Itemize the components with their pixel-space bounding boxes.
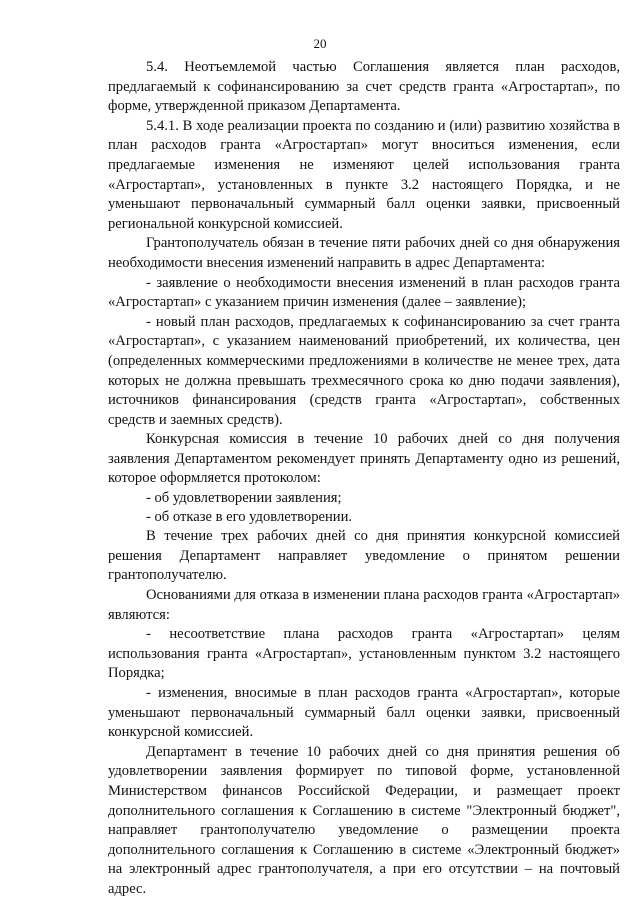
paragraph-5-4-1: 5.4.1. В ходе реализации проекта по созданию и (или) развитию хозяйства в план расходов гранта «Агростартап» могут вноситься изменения, если предлагаемые изменения не изменяют целей использования гранта «Агростартап», установленных в пункте 3.2 настоящего Порядка, и не уменьшают первоначальный суммарный балл оценки заявки, присвоенный региональной конкурсной комиссией. bbox=[108, 117, 620, 232]
page-number: 20 bbox=[313, 36, 327, 51]
paragraph-additional-agreement: Департамент в течение 10 рабочих дней со дня принятия решения об удовлетворении заявления формирует по типовой форме, установленной Министерством финансов Российской Федерации, и размещает проект дополнительного соглашения к Соглашению в системе "Электронный бюджет", направляет грантополучателю уведомление о размещении проекта дополнительного соглашения к Соглашению в системе «Электронный бюджет» на электронный адрес грантополучателя, а при его отсутствии – на почтовый адрес. bbox=[108, 743, 620, 897]
list-item-mismatch-goals: - несоответствие плана расходов гранта «Агростартап» целям использования гранта «Агростартап», установленным пунктом 3.2 настоящего Порядка; bbox=[108, 626, 620, 682]
list-item-approval: - об удовлетворении заявления; bbox=[146, 490, 342, 507]
paragraph-grant-recipient-obligation: Грантополучатель обязан в течение пяти рабочих дней со дня обнаружения необходимости внесения изменений направить в адрес Департамента: bbox=[108, 235, 620, 271]
list-item-refusal: - об отказе в его удовлетворении. bbox=[146, 509, 353, 526]
list-item-score-reduction: - изменения, вносимые в план расходов гранта «Агростартап», которые уменьшают первоначальный суммарный балл оценки заявки, присвоенный конкурсной комиссией. bbox=[108, 685, 620, 741]
paragraph-department-notification: В течение трех рабочих дней со дня принятия конкурсной комиссией решения Департамент направляет уведомление о принятом решении грантополучателю. bbox=[108, 528, 620, 584]
document-body bbox=[108, 58, 620, 900]
paragraph-commission-review: Конкурсная комиссия в течение 10 рабочих дней со дня получения заявления Департаментом рекомендует принять Департаменту одно из решений, которое оформляется протоколом: bbox=[108, 431, 620, 487]
paragraph-5-4: 5.4. Неотъемлемой частью Соглашения является план расходов, предлагаемый к софинансированию за счет средств гранта «Агростартап», по форме, утвержденной приказом Департамента. bbox=[108, 59, 620, 115]
paragraph-refusal-grounds: Основаниями для отказа в изменении плана расходов гранта «Агростартап» являются: bbox=[108, 587, 620, 623]
list-item-new-expense-plan: - новый план расходов, предлагаемых к софинансированию за счет гранта «Агростартап», с указанием наименований приобретений, их количества, цен (определенных коммерческими предложениями в количестве не менее трех, дата которых не должна превышать трехмесячного срока ко дню подачи заявления), источников финансирования (средств гранта «Агростартап», собственных средств и заемных средств). bbox=[108, 313, 620, 428]
list-item-application: - заявление о необходимости внесения изменений в план расходов гранта «Агростартап» с указанием причин изменения (далее – заявление); bbox=[108, 274, 620, 311]
